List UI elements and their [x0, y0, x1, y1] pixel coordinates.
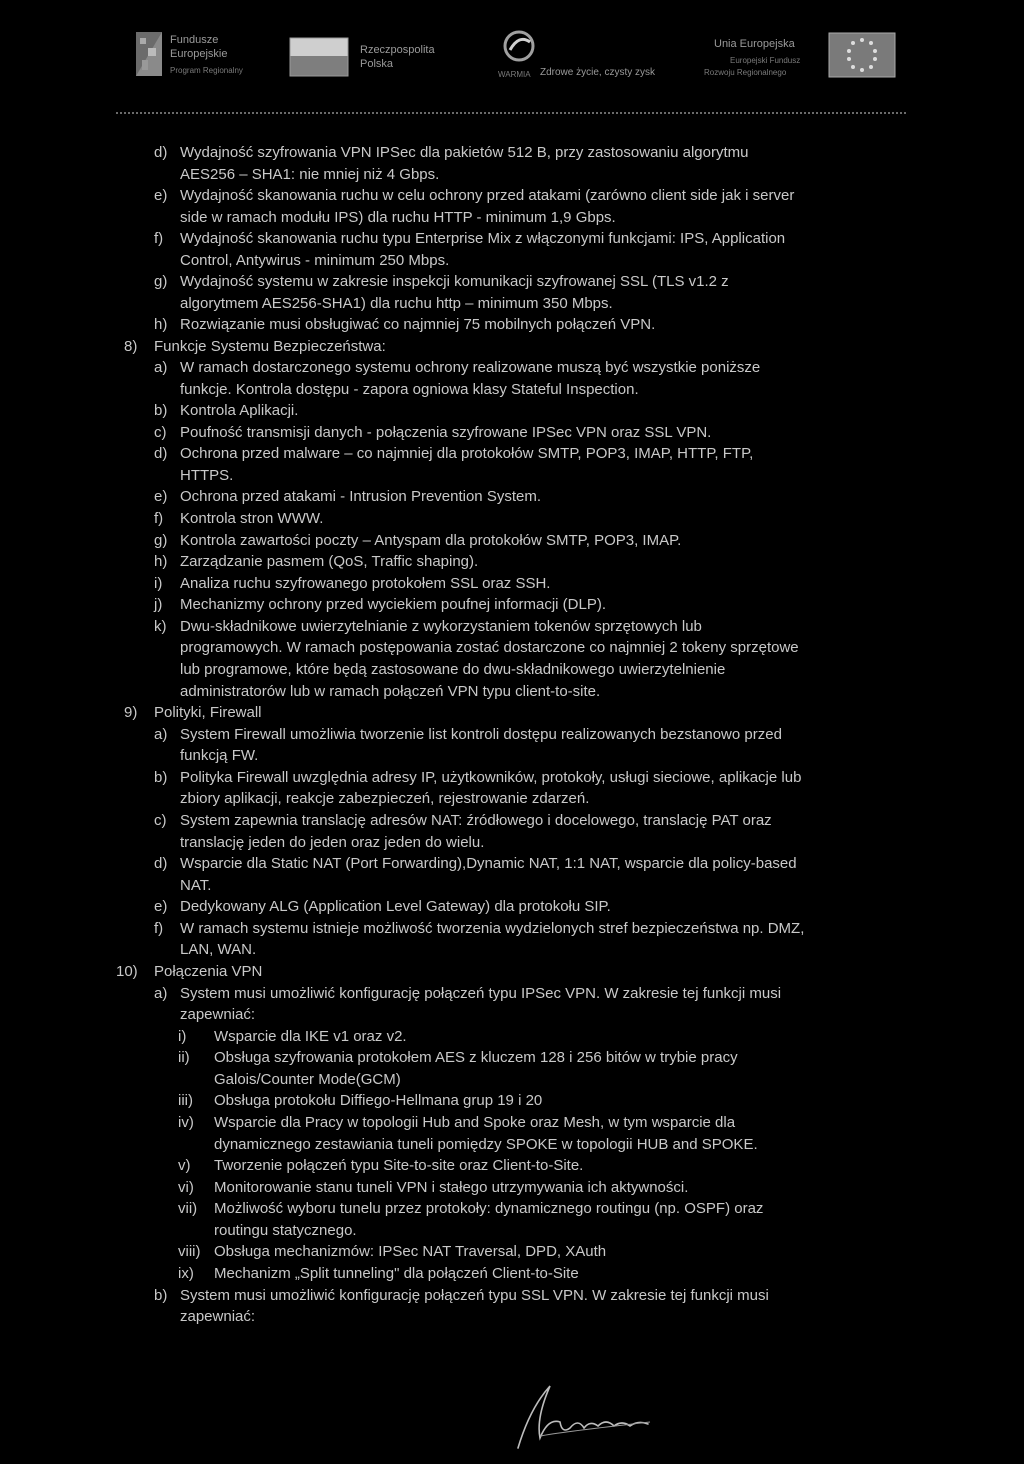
text-line: HTTPS. [180, 467, 234, 484]
ue-line3: Rozwoju Regionalnego [704, 68, 787, 77]
text-line: Obsługa protokołu Diffiego-Hellmana grup 19 i 20 [214, 1092, 543, 1109]
item-marker: c) [154, 424, 167, 441]
subitem-marker: ix) [178, 1265, 194, 1282]
unia-europejska-logo [704, 26, 904, 84]
text-line: Poufność transmisji danych - połączenia szyfrowane IPSec VPN oraz SSL VPN. [180, 424, 712, 441]
text-line: Analiza ruchu szyfrowanego protokołem SSL oraz SSH. [180, 575, 551, 592]
item-marker: c) [154, 812, 167, 829]
item-marker: k) [154, 618, 167, 635]
item-marker: e) [154, 488, 168, 505]
item-marker: h) [154, 553, 168, 570]
item-marker: b) [154, 1287, 168, 1304]
rp-line2: Polska [360, 58, 394, 70]
text-line: LAN, WAN. [180, 941, 257, 958]
text-line: zbiory aplikacji, reakcje zabezpieczeń, rejestrowanie zdarzeń. [180, 790, 590, 807]
text-line: Wydajność systemu w zakresie inspekcji komunikacji szyfrowanej SSL (TLS v1.2 z [180, 273, 729, 290]
text-line: Obsługa mechanizmów: IPSec NAT Traversal, DPD, XAuth [214, 1243, 607, 1260]
text-line: Zarządzanie pasmem (QoS, Traffic shaping). [180, 553, 479, 570]
text-line: translację jeden do jeden oraz jeden do wielu. [180, 834, 485, 851]
text-line: administratorów lub w ramach połączeń VPN typu client-to-site. [180, 683, 601, 700]
section-heading: Połączenia VPN [154, 963, 263, 980]
text-line: Wsparcie dla Static NAT (Port Forwarding),Dynamic NAT, 1:1 NAT, wsparcie dla policy-based [180, 855, 797, 872]
fe-line1: Fundusze [170, 34, 219, 46]
section-number: 10) [116, 963, 138, 980]
text-line: Ochrona przed atakami - Intrusion Prevention System. [180, 488, 541, 505]
text-line: Ochrona przed malware – co najmniej dla protokołów SMTP, POP3, IMAP, HTTP, FTP, [180, 445, 754, 462]
text-line: W ramach systemu istnieje możliwość tworzenia wydzielonych stref bezpieczeństwa np. DMZ, [180, 920, 805, 937]
subitem-marker: iv) [178, 1114, 194, 1131]
text-line: Rozwiązanie musi obsługiwać co najmniej 75 mobilnych połączeń VPN. [180, 316, 656, 333]
warmia-mazury-logo [498, 26, 698, 84]
item-marker: e) [154, 187, 168, 204]
rp-line1: Rzeczpospolita [360, 44, 435, 56]
subitem-marker: vi) [178, 1179, 194, 1196]
text-line: funkcje. Kontrola dostępu - zapora ogniowa klasy Stateful Inspection. [180, 381, 639, 398]
handwritten-signature [500, 1378, 670, 1458]
text-line: Control, Antywirus - minimum 250 Mbps. [180, 252, 450, 269]
text-line: lub programowe, które będą zastosowane do dwu-składnikowego uwierzytelnienie [180, 661, 726, 678]
subitem-marker: iii) [178, 1092, 193, 1109]
text-line: Możliwość wyboru tunelu przez protokoły: dynamicznego routingu (np. OSPF) oraz [214, 1200, 764, 1217]
item-marker: d) [154, 445, 168, 462]
fe-line2: Europejskie [170, 48, 228, 60]
item-marker: a) [154, 985, 168, 1002]
text-line: Dedykowany ALG (Application Level Gateway) dla protokołu SIP. [180, 898, 611, 915]
subitem-marker: viii) [178, 1243, 201, 1260]
item-marker: f) [154, 920, 164, 937]
item-marker: f) [154, 510, 164, 527]
page-header [0, 0, 1024, 110]
text-line: Wsparcie dla IKE v1 oraz v2. [214, 1028, 407, 1045]
text-line: dynamicznego zestawiania tuneli pomiędzy SPOKE w topologii HUB and SPOKE. [214, 1136, 758, 1153]
text-line: routingu statycznego. [214, 1222, 357, 1239]
subitem-marker: v) [178, 1157, 191, 1174]
text-line: Galois/Counter Mode(GCM) [214, 1071, 401, 1088]
eu-flag-icon [828, 32, 896, 78]
fundusze-europejskie-logo [134, 26, 294, 84]
item-marker: g) [154, 273, 168, 290]
item-marker: f) [154, 230, 164, 247]
text-line: System zapewnia translację adresów NAT: źródłowego i docelowego, translację PAT oraz [180, 812, 772, 829]
text-line: Dwu-składnikowe uwierzytelnianie z wykorzystaniem tokenów sprzętowych lub [180, 618, 702, 635]
section-heading: Funkcje Systemu Bezpieczeństwa: [154, 338, 386, 355]
text-line: Wydajność skanowania ruchu w celu ochrony przed atakami (zarówno client side jak i server [180, 187, 795, 204]
text-line: System Firewall umożliwia tworzenie list kontroli dostępu realizowanych bezstanowo przed [180, 726, 782, 743]
warmia-emblem-icon [502, 28, 536, 72]
text-line: Mechanizm „Split tunneling" dla połączeń Client-to-Site [214, 1265, 579, 1282]
rzeczpospolita-polska-logo [288, 26, 468, 84]
item-marker: d) [154, 855, 168, 872]
text-line: Wydajność skanowania ruchu typu Enterprise Mix z włączonymi funkcjami: IPS, Application [180, 230, 786, 247]
section-number: 9) [124, 704, 138, 721]
text-line: programowych. W ramach postępowania zostać dostarczone co najmniej 2 tokeny sprzętowe [180, 639, 799, 656]
text-line: NAT. [180, 877, 212, 894]
text-line: funkcją FW. [180, 747, 259, 764]
text-line: System musi umożliwić konfigurację połączeń typu SSL VPN. W zakresie tej funkcji musi [180, 1287, 769, 1304]
text-line: Kontrola stron WWW. [180, 510, 324, 527]
text-line: Monitorowanie stanu tuneli VPN i stałego utrzymywania ich aktywności. [214, 1179, 689, 1196]
text-line: Wydajność szyfrowania VPN IPSec dla pakietów 512 B, przy zastosowaniu algorytmu [180, 144, 749, 161]
item-marker: b) [154, 769, 168, 786]
item-marker: g) [154, 532, 168, 549]
item-marker: i) [154, 575, 163, 592]
text-line: Obsługa szyfrowania protokołem AES z kluczem 128 i 256 bitów w trybie pracy [214, 1049, 738, 1066]
item-marker: a) [154, 359, 168, 376]
section-number: 8) [124, 338, 138, 355]
text-line: Wsparcie dla Pracy w topologii Hub and Spoke oraz Mesh, w tym wsparcie dla [214, 1114, 736, 1131]
text-line: Tworzenie połączeń typu Site-to-site oraz Client-to-Site. [214, 1157, 584, 1174]
text-line: side w ramach modułu IPS) dla ruchu HTTP - minimum 1,9 Gbps. [180, 209, 616, 226]
text-line: Kontrola zawartości poczty – Antyspam dla protokołów SMTP, POP3, IMAP. [180, 532, 682, 549]
text-line: zapewniać: [180, 1308, 256, 1325]
item-marker: d) [154, 144, 168, 161]
wm-abbr: WARMIA [498, 70, 531, 79]
text-line: Polityka Firewall uwzględnia adresy IP, użytkowników, protokoły, usługi sieciowe, aplikacje lub [180, 769, 802, 786]
item-marker: e) [154, 898, 168, 915]
subitem-marker: i) [178, 1028, 187, 1045]
item-marker: b) [154, 402, 168, 419]
ue-line2: Europejski Fundusz [730, 56, 801, 65]
item-marker: h) [154, 316, 168, 333]
subitem-marker: ii) [178, 1049, 190, 1066]
text-line: W ramach dostarczonego systemu ochrony realizowane muszą być wszystkie poniższe [180, 359, 761, 376]
fe-emblem-icon [134, 28, 164, 80]
text-line: System musi umożliwić konfigurację połączeń typu IPSec VPN. W zakresie tej funkcji musi [180, 985, 782, 1002]
item-marker: j) [154, 596, 163, 613]
wm-tagline: Zdrowe życie, czysty zysk [540, 67, 656, 78]
item-marker: a) [154, 726, 168, 743]
fe-line3: Program Regionalny [170, 66, 243, 75]
text-line: zapewniać: [180, 1006, 256, 1023]
text-line: Mechanizmy ochrony przed wyciekiem poufnej informacji (DLP). [180, 596, 606, 613]
section-heading: Polityki, Firewall [154, 704, 262, 721]
header-divider [116, 112, 906, 114]
text-line: AES256 – SHA1: nie mniej niż 4 Gbps. [180, 166, 440, 183]
polish-flag-icon [288, 26, 350, 78]
text-line: algorytmem AES256-SHA1) dla ruchu http – minimum 350 Mbps. [180, 295, 613, 312]
text-line: Kontrola Aplikacji. [180, 402, 299, 419]
subitem-marker: vii) [178, 1200, 198, 1217]
ue-line1: Unia Europejska [714, 38, 795, 50]
